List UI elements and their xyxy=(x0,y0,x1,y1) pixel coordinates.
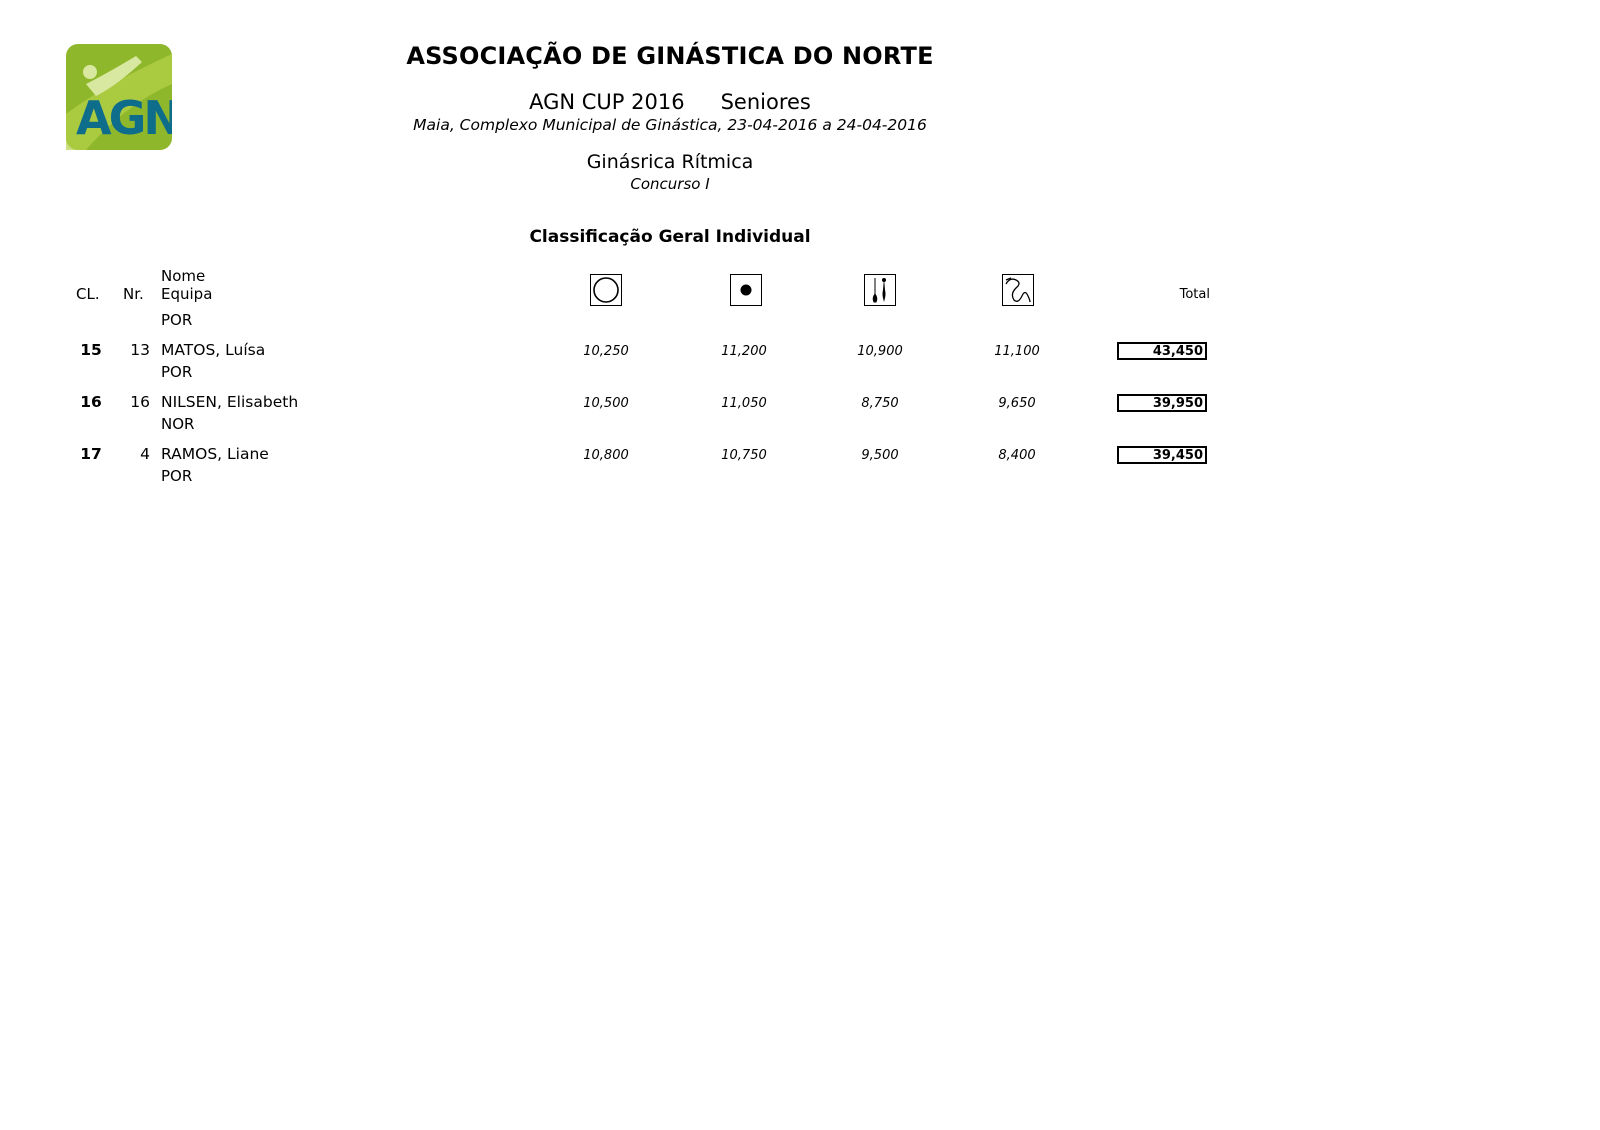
ball-icon xyxy=(730,274,762,306)
hoop-icon xyxy=(590,274,622,306)
discipline-title: Ginásrica Rítmica xyxy=(586,151,754,173)
clubs-score: 10,900 xyxy=(857,344,903,359)
gymnast-name: MATOS, Luísa xyxy=(161,341,266,359)
ribbon-icon xyxy=(1002,274,1034,306)
rank-cell: 16 xyxy=(80,393,102,411)
team-label: POR xyxy=(161,467,193,485)
organization-title: ASSOCIAÇÃO DE GINÁSTICA DO NORTE xyxy=(406,42,934,70)
hoop-score: 10,250 xyxy=(583,344,629,359)
gymnast-name: NILSEN, Elisabeth xyxy=(161,393,299,411)
ribbon-score: 8,400 xyxy=(998,448,1036,463)
total-score: 39,950 xyxy=(1117,394,1207,412)
column-header-team: Equipa xyxy=(161,285,213,303)
number-cell: 13 xyxy=(130,341,150,359)
gymnast-name: RAMOS, Liane xyxy=(161,445,269,463)
ribbon-score: 9,650 xyxy=(998,396,1036,411)
total-score: 43,450 xyxy=(1117,342,1207,360)
event-category: Seniores xyxy=(720,90,811,114)
ball-score: 11,050 xyxy=(721,396,767,411)
number-cell: 16 xyxy=(130,393,150,411)
number-cell: 4 xyxy=(140,445,150,463)
column-header-total: Total xyxy=(1179,287,1210,302)
clubs-icon xyxy=(864,274,896,306)
rank-cell: 17 xyxy=(80,445,102,463)
ball-score: 11,200 xyxy=(721,344,767,359)
clubs-score: 8,750 xyxy=(861,396,899,411)
team-label: POR xyxy=(161,311,193,329)
venue-dates: Maia, Complexo Municipal de Ginástica, 23-04-2016 a 24-04-2016 xyxy=(413,116,927,134)
rank-cell: 15 xyxy=(80,341,102,359)
team-label: POR xyxy=(161,363,193,381)
column-header-name: Nome xyxy=(161,267,206,285)
team-label: NOR xyxy=(161,415,195,433)
section-title: Classificação Geral Individual xyxy=(529,227,811,247)
agn-logo xyxy=(66,44,172,150)
column-header-rank: CL. xyxy=(76,285,100,303)
contest-label: Concurso I xyxy=(630,175,710,193)
hoop-score: 10,500 xyxy=(583,396,629,411)
clubs-score: 9,500 xyxy=(861,448,899,463)
ball-score: 10,750 xyxy=(721,448,767,463)
event-line xyxy=(380,90,960,114)
total-score: 39,450 xyxy=(1117,446,1207,464)
event-name: AGN CUP 2016 xyxy=(529,90,685,114)
ribbon-score: 11,100 xyxy=(994,344,1040,359)
column-header-number: Nr. xyxy=(123,285,144,303)
svg-text:AGN: AGN xyxy=(76,91,172,145)
hoop-score: 10,800 xyxy=(583,448,629,463)
